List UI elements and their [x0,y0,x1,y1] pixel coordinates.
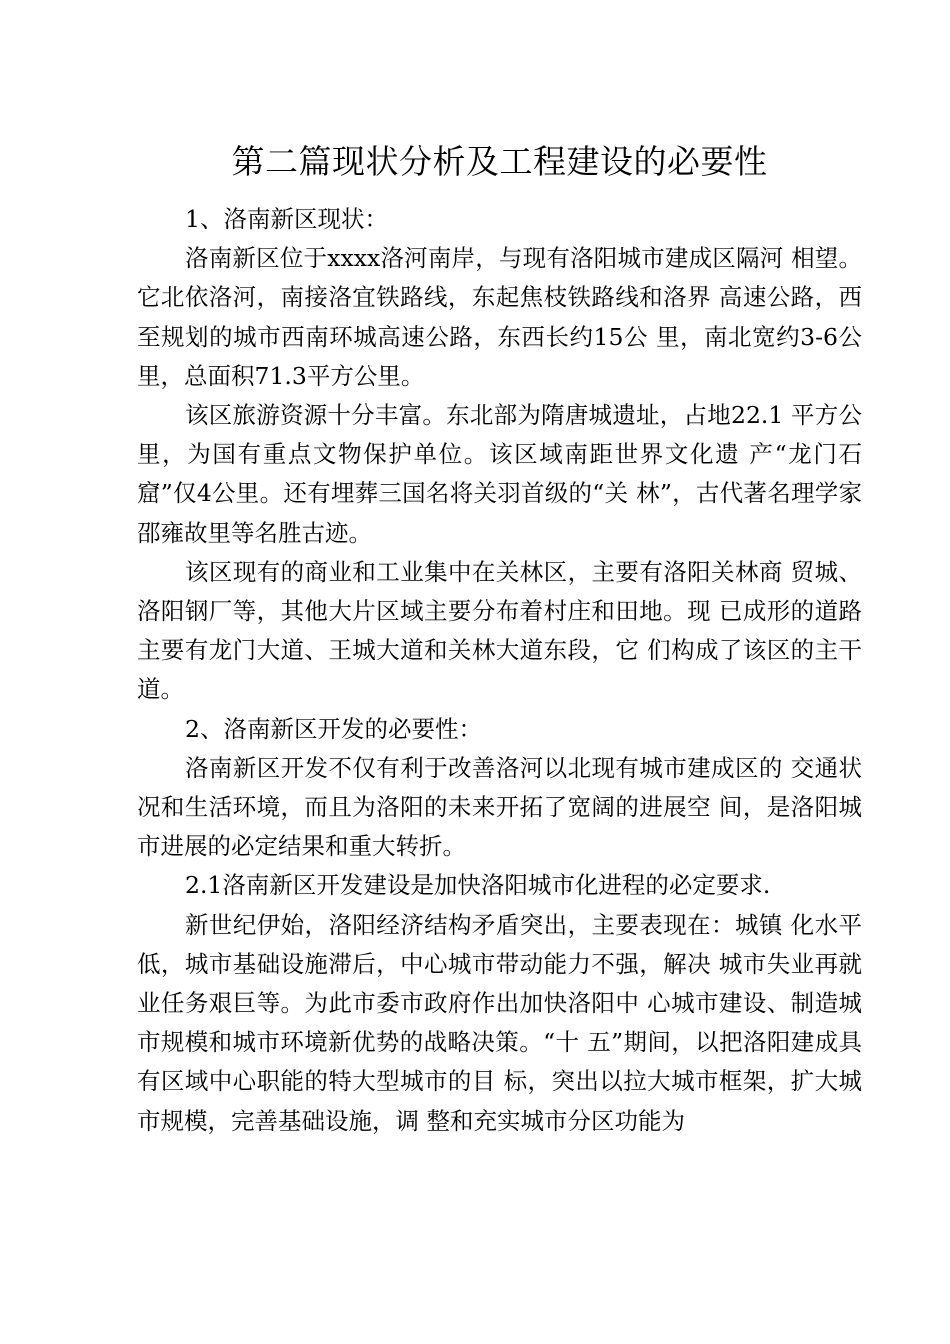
document-title: 第二篇现状分析及工程建设的必要性 [231,142,768,181]
subsection-heading-2-1: 2.1洛南新区开发建设是加快洛阳城市化进程的必定要求. [185,871,771,900]
paragraph-location: 洛南新区位于xxxx洛河南岸，与现有洛阳城市建成区隔河 相望。它北依洛河，南接洛宜铁路线，东起焦枝铁路线和洛界 高速公路，西至规划的城市西南环城高速公路，东西长约15公 里，南北宽约3-6公里，总面积71.3平方公里。 [137,244,862,390]
section-heading-1: 1、洛南新区现状： [185,205,388,233]
paragraph-necessity: 洛南新区开发不仅有利于改善洛河以北现有城市建成区的 交通状况和生活环境，而且为洛阳的未来开拓了宽阔的进展空 间，是洛阳城市进展的必定结果和重大转折。 [137,753,862,861]
document-page [137,138,862,1141]
paragraph-tourism: 该区旅游资源十分丰富。东北部为隋唐城遗址，占地22.1 平方公里，为国有重点文物保护单位。该区域南距世界文化遗 产“龙门石窟”仅4公里。还有埋葬三国名将关羽首级的“关 林”，古代著名理学家邵雍故里等名胜古迹。 [137,401,862,547]
paragraph-commerce: 该区现有的商业和工业集中在关林区，主要有洛阳关林商 贸城、洛阳钢厂等，其他大片区域主要分布着村庄和田地。现 已成形的道路主要有龙门大道、王城大道和关林大道东段，它 们构成了该区的主干道。 [137,557,862,704]
section-heading-2: 2、洛南新区开发的必要性： [185,714,482,743]
paragraph-new-century: 新世纪伊始，洛阳经济结构矛盾突出，主要表现在：城镇 化水平低，城市基础设施滞后，中心城市带动能力不强，解决 城市失业再就业任务艰巨等。为此市委市政府作出加快洛阳中 心城市建设、制造城市规模和城市环境新优势的战略决策。“十 五”期间，以把洛阳建成具有区域中心职能的特大型城市的目 标，突出以拉大城市框架，扩大城市规模，完善基础设施，调 整和充实城市分区功能为 [137,910,862,1135]
